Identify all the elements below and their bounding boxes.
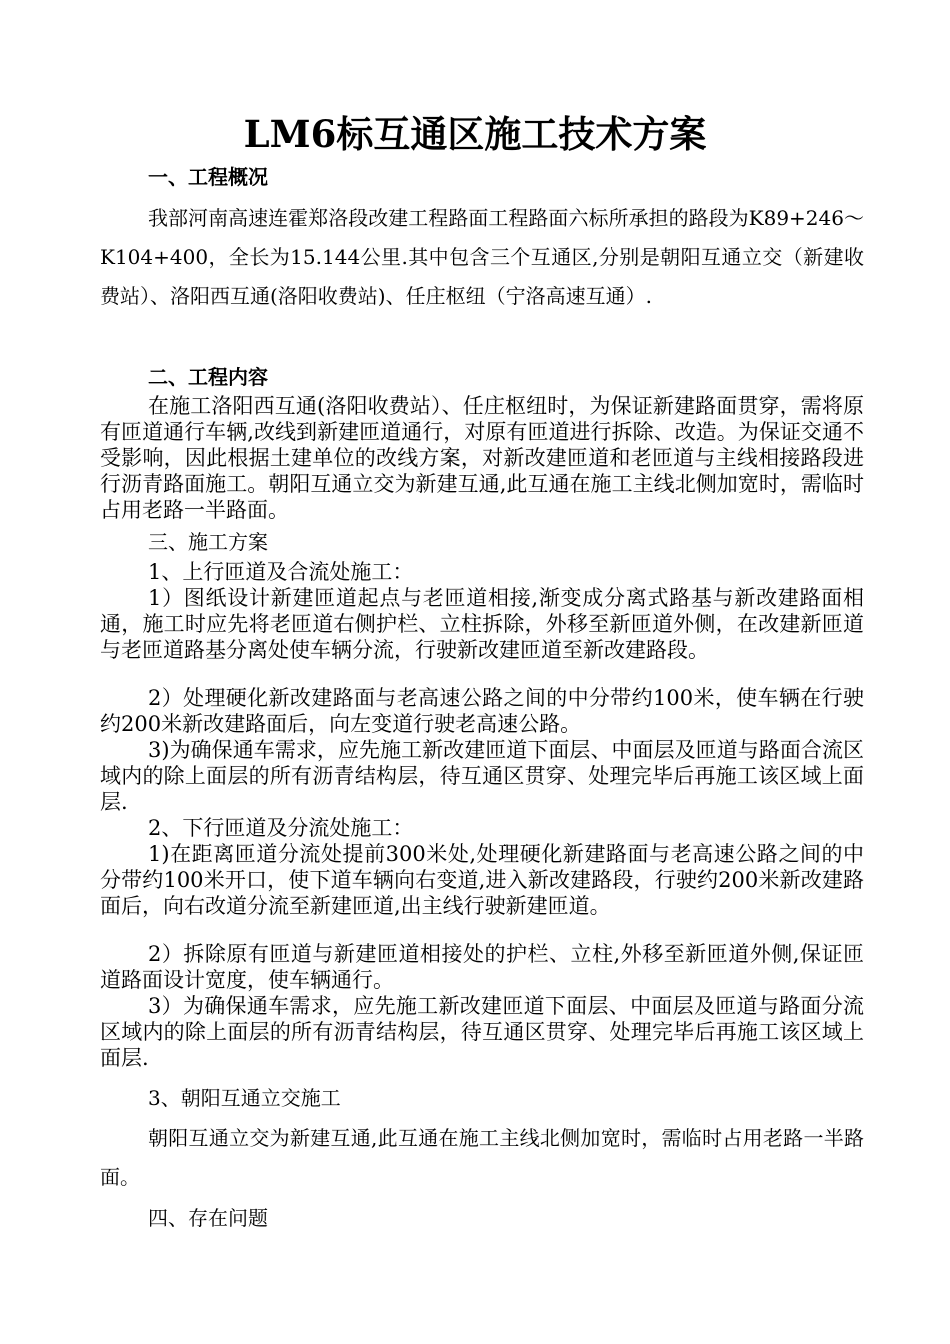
section-2-heading: 二、工程内容 [148, 365, 268, 389]
section-1-paragraph: 我部河南高速连霍郑洛段改建工程路面工程路面六标所承担的路段为K89+246～K104+400，全长为15.144公里.其中包含三个互通区,分别是朝阳互通立交（新建收费站）、洛阳西互通(洛阳收费站)、任庄枢纽（宁洛高速互通）. [100, 206, 864, 308]
downward-item-3: 3）为确保通车需求，应先施工新改建匝道下面层、中面层及匝道与路面分流区域内的除上面层的所有沥青结构层，待互通区贯穿、处理完毕后再施工该区域上面层. [100, 994, 864, 1070]
upward-item-2: 2）处理硬化新改建路面与老高速公路之间的中分带约100米，使车辆在行驶约200米新改建路面后，向左变道行驶老高速公路。 [100, 686, 864, 736]
upward-item-1: 1）图纸设计新建匝道起点与老匝道相接,渐变成分离式路基与新改建路面相通，施工时应先将老匝道右侧护栏、立柱拆除，外移至新匝道外侧，在改建新匝道与老匝道路基分离处使车辆分流，行驶新改建匝道至新改建路段。 [100, 586, 864, 662]
downward-ramp-heading: 2、下行匝道及分流处施工： [148, 816, 414, 840]
chaoyang-paragraph: 朝阳互通立交为新建互通,此互通在施工主线北侧加宽时，需临时占用老路一半路面。 [100, 1126, 864, 1189]
document-title: LM6标互通区施工技术方案 [243, 112, 707, 156]
upward-ramp-heading: 1、上行匝道及合流处施工： [148, 560, 414, 584]
downward-item-2: 2）拆除原有匝道与新建匝道相接处的护栏、立柱,外移至新匝道外侧,保证匝道路面设计宽度，使车辆通行。 [100, 942, 864, 992]
section-3-heading: 三、施工方案 [148, 530, 268, 554]
section-4-heading: 四、存在问题 [148, 1206, 268, 1230]
section-2-paragraph: 在施工洛阳西互通(洛阳收费站）、任庄枢纽时，为保证新建路面贯穿，需将原有匝道通行车辆,改线到新建匝道通行，对原有匝道进行拆除、改造。为保证交通不受影响，因此根据土建单位的改线方案，对新改建匝道和老匝道与主线相接路段进行沥青路面施工。朝阳互通立交为新建互通,此互通在施工主线北侧加宽时，需临时占用老路一半路面。 [100, 394, 864, 522]
chaoyang-heading: 3、朝阳互通立交施工 [148, 1086, 341, 1110]
downward-item-1: 1)在距离匝道分流处提前300米处,处理硬化新建路面与老高速公路之间的中分带约100米开口，使下道车辆向右变道,进入新改建路段，行驶约200米新改建路面后，向右改道分流至新建匝道,出主线行驶新建匝道。 [100, 842, 864, 918]
upward-item-3: 3)为确保通车需求，应先施工新改建匝道下面层、中面层及匝道与路面合流区域内的除上面层的所有沥青结构层，待互通区贯穿、处理完毕后再施工该区域上面层. [100, 738, 864, 814]
section-1-heading: 一、工程概况 [148, 165, 268, 189]
